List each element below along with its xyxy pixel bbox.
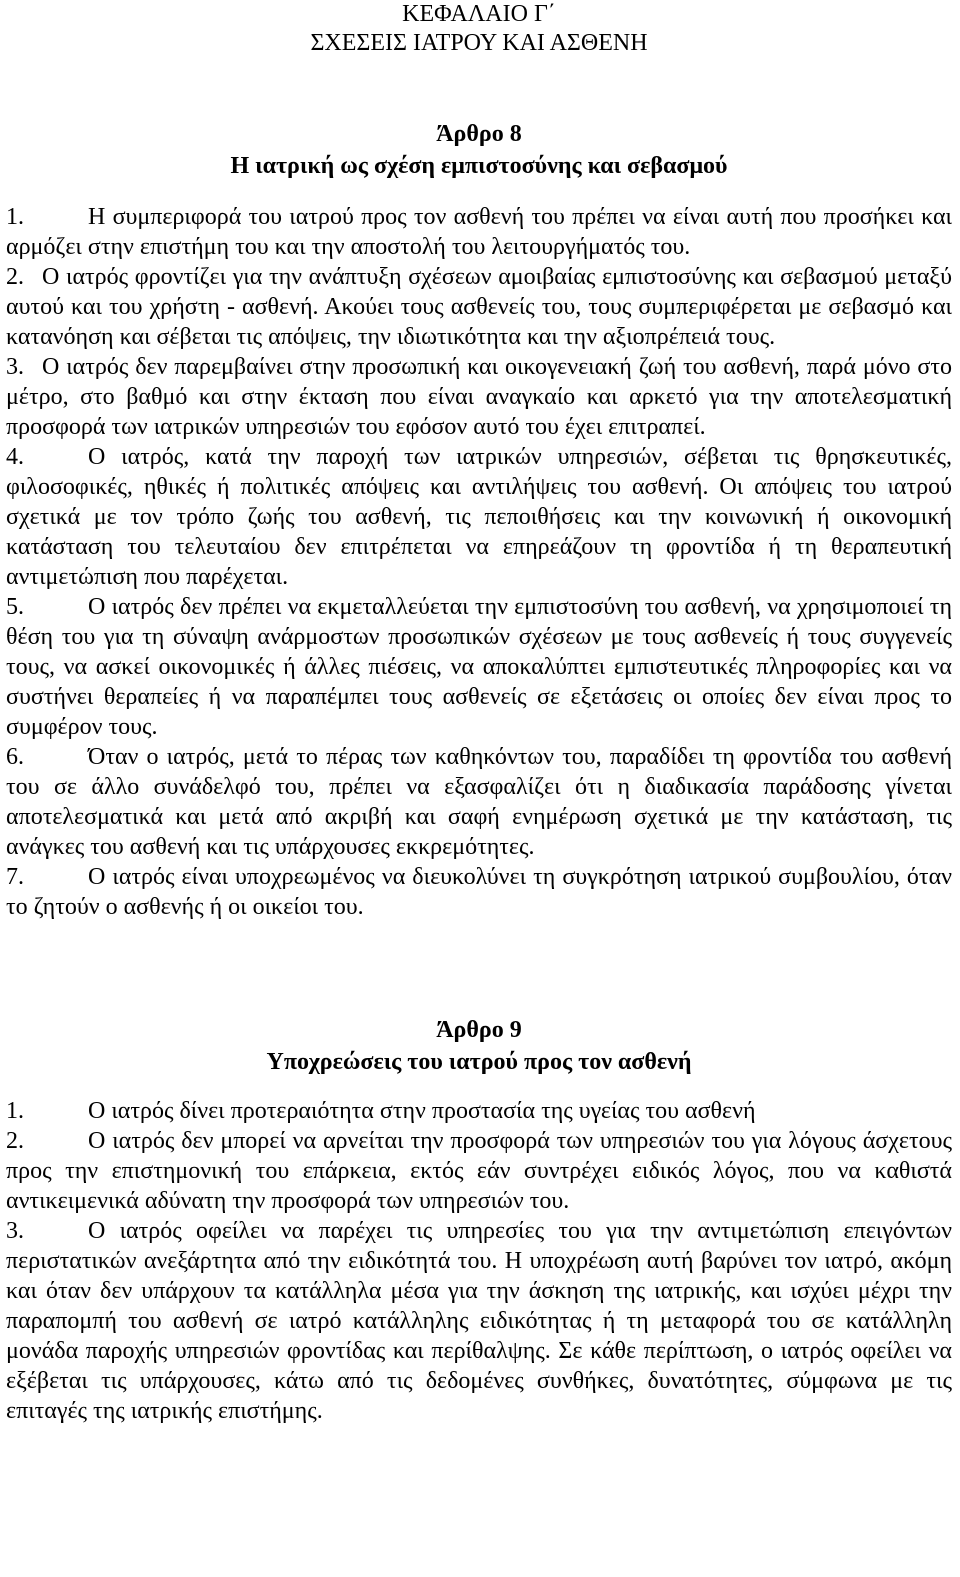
- paragraph-text: Ο ιατρός είναι υποχρεωμένος να διευκολύνει τη συγκρότηση ιατρικού συμβουλίου, όταν το ζητούν ο ασθενής ή οι οικείοι του.: [6, 864, 952, 920]
- paragraph-text: Όταν ο ιατρός, μετά το πέρας των καθηκόντων του, παραδίδει τη φροντίδα του ασθενή του σε άλλο συνάδελφό του, πρέπει να εξασφαλίζει ότι η διαδικασία παράδοσης γίνεται αποτελεσματικά και μετά από ακριβή και σαφή ενημέρωση σχετικά με την κατάσταση, τις ανάγκες του ασθενή και τις υπάρχουσες εκκρεμότητες.: [6, 744, 952, 860]
- document-page: [6, 0, 952, 1426]
- paragraph-text: Ο ιατρός φροντίζει για την ανάπτυξη σχέσεων αμοιβαίας εμπιστοσύνης και σεβασμού μεταξύ αυτού και του χρήστη - ασθενή. Ακούει τους ασθενείς του, τους συμπεριφέρεται με σεβασμό και κατανόηση και σέβεται τις απόψεις, την ιδιωτικότητα και την αξιοπρέπειά τους.: [6, 264, 952, 350]
- paragraph-number: 3.: [6, 354, 24, 380]
- chapter-number: ΚΕΦΑΛΑΙΟ Γ΄: [402, 1, 556, 27]
- paragraph-text: Ο ιατρός, κατά την παροχή των ιατρικών υπηρεσιών, σέβεται τις θρησκευτικές, φιλοσοφικές, ηθικές ή πολιτικές απόψεις και αντιλήψεις του ασθενή. Οι απόψεις του ιατρού σχετικά με τον τρόπο ζωής του ασθενή, τις πεποιθήσεις και την κοινωνική ή οικονομική κατάσταση του τελευταίου δεν επιτρέπεται να επηρεάζουν τη φροντίδα ή τη θεραπευτική αντιμετώπιση που παρέχεται.: [6, 444, 952, 590]
- paragraph-number: 5.: [6, 594, 24, 620]
- article-8-paragraph-4: [6, 442, 952, 592]
- article-9-paragraph-2: [6, 1126, 952, 1216]
- article-8-heading: [6, 118, 952, 182]
- chapter-title: ΣΧΕΣΕΙΣ ΙΑΤΡΟΥ ΚΑΙ ΑΣΘΕΝΗ: [310, 30, 648, 56]
- article-8-paragraph-6: [6, 742, 952, 862]
- article-8-paragraph-5: [6, 592, 952, 742]
- article-8-body: [6, 202, 952, 922]
- article-9-paragraph-3: [6, 1216, 952, 1426]
- article-8-title: Η ιατρική ως σχέση εμπιστοσύνης και σεβασμού: [230, 153, 728, 179]
- paragraph-number: 6.: [6, 744, 24, 770]
- article-8-paragraph-7: [6, 862, 952, 922]
- article-9-body: [6, 1096, 952, 1426]
- paragraph-number: 4.: [6, 444, 24, 470]
- article-9-title: Υποχρεώσεις του ιατρού προς τον ασθενή: [266, 1049, 692, 1075]
- paragraph-text: Ο ιατρός δίνει προτεραιότητα στην προστασία της υγείας του ασθενή: [88, 1098, 756, 1124]
- article-8-number: Άρθρο 8: [436, 121, 522, 147]
- paragraph-text: Ο ιατρός δεν πρέπει να εκμεταλλεύεται την εμπιστοσύνη του ασθενή, να χρησιμοποιεί τη θέση του για τη σύναψη ανάρμοστων προσωπικών σχέσεων με τους ασθενείς ή τους συγγενείς τους, να ασκεί οικονομικές ή άλλες πιέσεις, να αποκαλύπτει εμπιστευτικές πληροφορίες και να συστήνει θεραπείες ή να παραπέμπει τους ασθενείς σε εξετάσεις οι οποίες δεν είναι προς το συμφέρον τους.: [6, 594, 952, 740]
- article-8-paragraph-1: [6, 202, 952, 262]
- article-9-paragraph-1: [6, 1096, 952, 1126]
- paragraph-number: 2.: [6, 1128, 24, 1154]
- paragraph-number: 3.: [6, 1218, 24, 1244]
- article-9-number: Άρθρο 9: [436, 1017, 522, 1043]
- article-8-paragraph-2: [6, 262, 952, 352]
- article-8-paragraph-3: [6, 352, 952, 442]
- chapter-header: [6, 0, 952, 58]
- paragraph-number: 7.: [6, 864, 24, 890]
- paragraph-text: Ο ιατρός δεν παρεμβαίνει στην προσωπική και οικογενειακή ζωή του ασθενή, παρά μόνο στο μέτρο, στο βαθμό και στην έκταση που είναι αναγκαίο και αρκετό για την αποτελεσματική προσφορά των ιατρικών υπηρεσιών του εφόσον αυτό του έχει επιτραπεί.: [6, 354, 952, 440]
- paragraph-number: 2.: [6, 264, 24, 290]
- article-9-heading: [6, 1014, 952, 1078]
- paragraph-text: Ο ιατρός δεν μπορεί να αρνείται την προσφορά των υπηρεσιών του για λόγους άσχετους προς την επιστημονική του επάρκεια, εκτός εάν συντρέχει ειδικός λόγος, που να καθιστά αντικειμενικά αδύνατη την προσφορά των υπηρεσιών του.: [6, 1128, 952, 1214]
- paragraph-text: Ο ιατρός οφείλει να παρέχει τις υπηρεσίες του για την αντιμετώπιση επειγόντων περιστατικών ανεξάρτητα από την ειδικότητά του. Η υποχρέωση αυτή βαρύνει τον ιατρό, ακόμη και όταν δεν υπάρχουν τα κατάλληλα μέσα για την άσκηση της ιατρικής, και ισχύει μέχρι την παραπομπή του ασθενή σε ιατρό κατάλληλης ειδικότητας ή τη μεταφορά του σε κατάλληλη μονάδα παροχής υπηρεσιών φροντίδας και περίθαλψης. Σε κάθε περίπτωση, ο ιατρός οφείλει να εξέβεται τις υπάρχουσες, κάτω από τις δεδομένες συνθήκες, δυνατότητες, σύμφωνα με τις επιταγές της ιατρικής επιστήμης.: [6, 1218, 952, 1424]
- paragraph-number: 1.: [6, 204, 24, 230]
- paragraph-number: 1.: [6, 1098, 24, 1124]
- paragraph-text: Η συμπεριφορά του ιατρού προς τον ασθενή του πρέπει να είναι αυτή που προσήκει και αρμόζει στην επιστήμη του και την αποστολή του λειτουργήματός του.: [6, 204, 952, 260]
